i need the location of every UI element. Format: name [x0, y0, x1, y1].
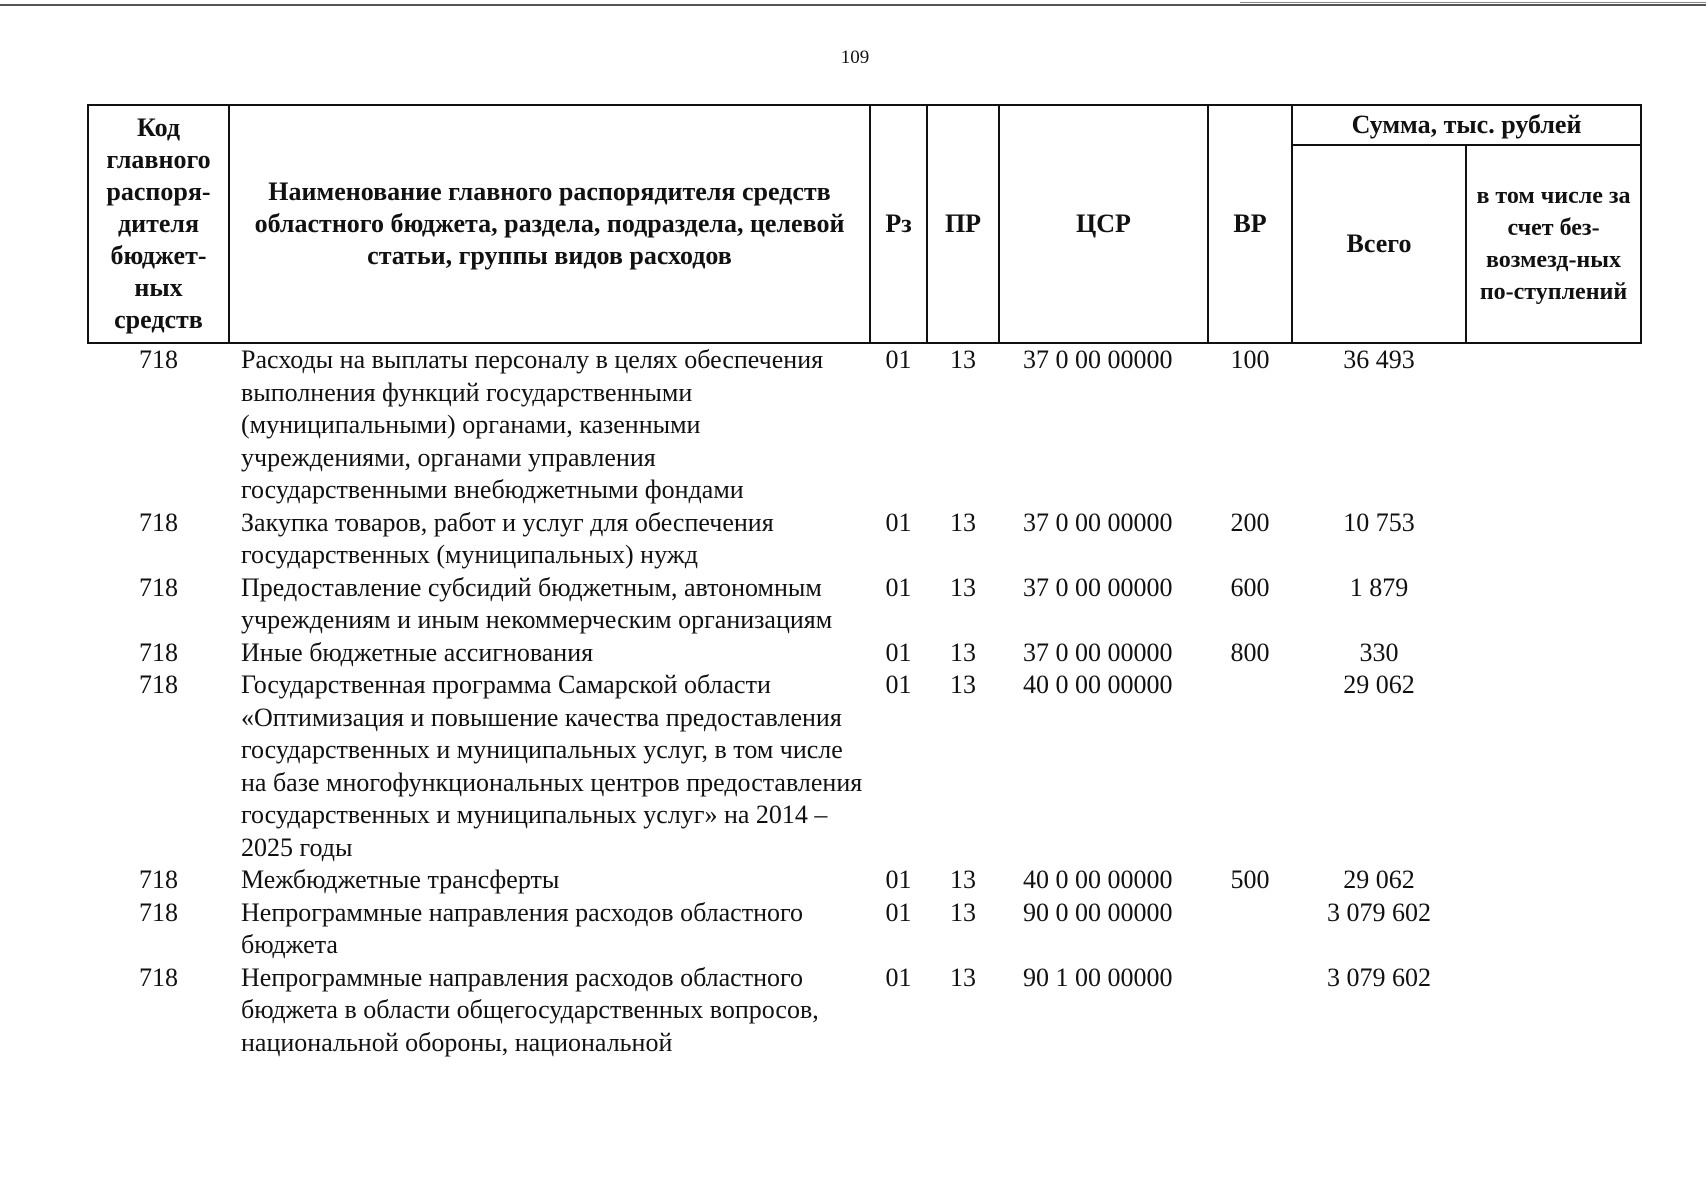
table-row — [88, 669, 1641, 864]
cell-vr: 100 — [1230, 345, 1270, 374]
cell-total: 3 079 602 — [1327, 962, 1431, 992]
header-code: Код главного распоря-дителя бюджет-ных средств — [88, 105, 229, 343]
budget-table — [87, 104, 1642, 1059]
cell-rz: 01 — [885, 962, 912, 992]
header-name: Наименование главного распорядителя средств областного бюджета, раздела, подраздела, целевой статьи, группы видов расходов — [229, 105, 870, 343]
cell-rz: 01 — [885, 637, 912, 667]
cell-rz: 01 — [885, 345, 912, 374]
cell-code: 718 — [139, 507, 178, 537]
cell-pr: 13 — [950, 897, 976, 927]
cell-vr: 200 — [1230, 507, 1270, 537]
cell-vr — [1208, 897, 1292, 962]
cell-vr: 800 — [1230, 637, 1270, 667]
cell-name: Межбюджетные трансферты — [241, 865, 560, 894]
cell-vr: 600 — [1230, 572, 1270, 602]
scan-edge-line-secondary — [1240, 2, 1706, 3]
cell-csr: 37 0 00 00000 — [1023, 637, 1173, 667]
cell-pr: 13 — [950, 572, 976, 602]
page-number-text: 109 — [840, 47, 870, 68]
cell-grants — [1466, 637, 1641, 670]
cell-code: 718 — [139, 670, 178, 699]
header-row-top — [88, 105, 1641, 145]
header-vr: ВР — [1208, 105, 1292, 343]
cell-rz: 01 — [885, 670, 912, 699]
cell-total: 10 753 — [1343, 507, 1415, 537]
cell-rz: 01 — [885, 897, 912, 927]
cell-pr: 13 — [950, 637, 976, 667]
cell-name: Предоставление субсидий бюджетным, автономным учреждениям и иным некоммерческим организациям — [241, 572, 833, 634]
cell-grants — [1466, 897, 1641, 962]
cell-pr: 13 — [950, 962, 976, 992]
cell-code: 718 — [139, 637, 178, 667]
cell-total: 29 062 — [1343, 670, 1415, 699]
cell-total: 36 493 — [1343, 345, 1415, 374]
cell-pr: 13 — [950, 865, 976, 894]
cell-name: Расходы на выплаты персоналу в целях обеспечения выполнения функций государственными (муниципальными) органами, казенными учреждениями, органами управления государственными внебюджетными фондами — [241, 345, 824, 504]
cell-name: Государственная программа Самарской области «Оптимизация и повышение качества предоставления государственных и муниципальных услуг, в том числе на базе многофункциональных центров предоставления государственных и муниципальных услуг» на 2014 – 2025 годы — [241, 670, 863, 862]
cell-rz: 01 — [885, 572, 912, 602]
table-row — [88, 507, 1641, 572]
cell-pr: 13 — [950, 345, 976, 374]
table-row — [88, 864, 1641, 897]
cell-csr: 37 0 00 00000 — [1023, 507, 1173, 537]
header-rz: Рз — [870, 105, 927, 343]
cell-csr: 37 0 00 00000 — [1023, 572, 1173, 602]
cell-code: 718 — [139, 572, 178, 602]
table-row — [88, 343, 1641, 507]
cell-name: Иные бюджетные ассигнования — [241, 637, 594, 667]
header-sum: Сумма, тыс. рублей — [1292, 105, 1641, 145]
cell-pr: 13 — [950, 670, 976, 699]
cell-total: 330 — [1359, 637, 1399, 667]
table-row — [88, 572, 1641, 637]
cell-vr: 500 — [1230, 865, 1270, 894]
cell-csr: 90 0 00 00000 — [1023, 897, 1173, 927]
cell-name: Непрограммные направления расходов областного бюджета — [241, 897, 803, 959]
cell-csr: 37 0 00 00000 — [1023, 345, 1173, 374]
cell-csr: 40 0 00 00000 — [1023, 865, 1173, 894]
cell-rz: 01 — [885, 507, 912, 537]
cell-code: 718 — [139, 345, 178, 374]
scan-edge-line — [0, 4, 1706, 6]
cell-grants — [1466, 864, 1641, 897]
table-row — [88, 637, 1641, 670]
cell-csr: 90 1 00 00000 — [1023, 962, 1173, 992]
cell-vr — [1208, 962, 1292, 1060]
cell-grants — [1466, 962, 1641, 1060]
cell-grants — [1466, 669, 1641, 864]
table-row — [88, 962, 1641, 1060]
cell-code: 718 — [139, 865, 178, 894]
cell-pr: 13 — [950, 507, 976, 537]
table-header — [88, 105, 1641, 343]
header-csr: ЦСР — [999, 105, 1208, 343]
header-total: Всего — [1292, 145, 1466, 343]
cell-name: Непрограммные направления расходов областного бюджета в области общегосударственных вопросов, национальной обороны, национальной — [241, 962, 819, 1057]
cell-total: 3 079 602 — [1327, 897, 1431, 927]
cell-name: Закупка товаров, работ и услуг для обеспечения государственных (муниципальных) нужд — [241, 507, 774, 569]
cell-total: 29 062 — [1343, 865, 1415, 894]
page-number — [0, 47, 1706, 69]
header-grants: в том числе за счет без-возмезд-ных по-ступлений — [1466, 145, 1641, 343]
cell-grants — [1466, 507, 1641, 572]
header-pr: ПР — [927, 105, 999, 343]
cell-csr: 40 0 00 00000 — [1023, 670, 1173, 699]
cell-grants — [1466, 343, 1641, 507]
cell-total: 1 879 — [1349, 572, 1409, 602]
cell-grants — [1466, 572, 1641, 637]
cell-vr — [1208, 669, 1292, 864]
cell-rz: 01 — [885, 865, 912, 894]
cell-code: 718 — [139, 897, 178, 927]
cell-code: 718 — [139, 962, 178, 992]
table-row — [88, 897, 1641, 962]
table-body — [88, 343, 1641, 1059]
